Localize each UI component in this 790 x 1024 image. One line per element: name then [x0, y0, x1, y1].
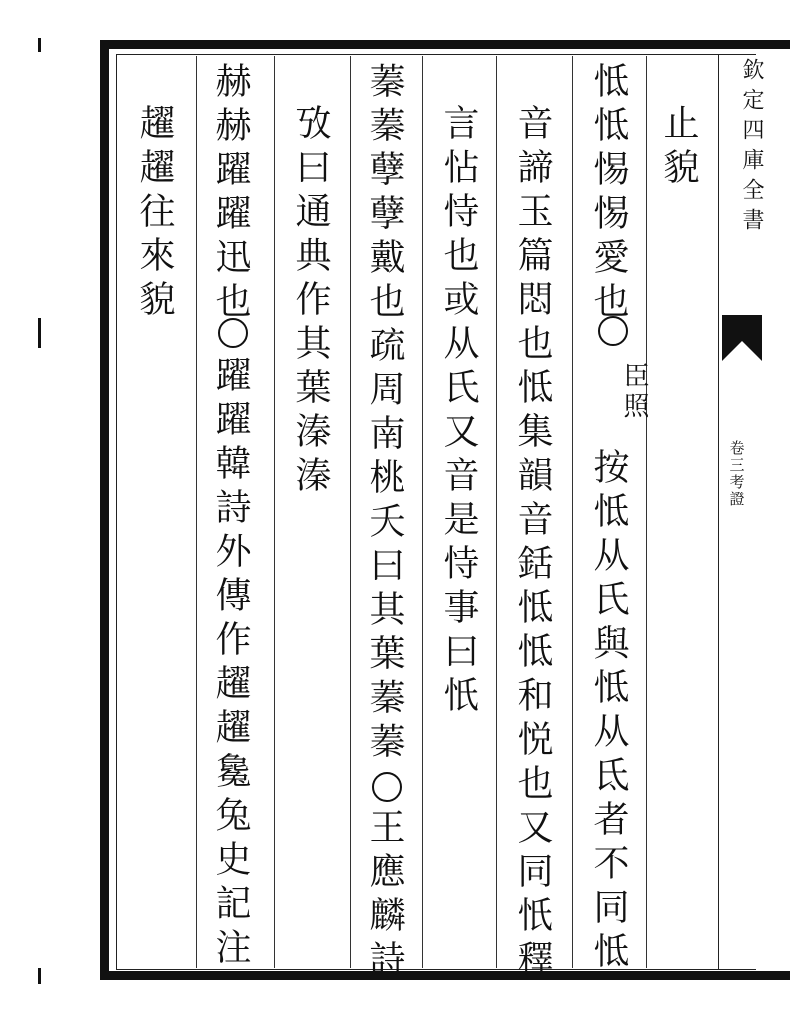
- column-rule: [422, 56, 423, 968]
- text-column-7b: 躍躍韓詩外傳作趯趯毚兔史記注: [210, 356, 251, 972]
- header-divider: [718, 54, 719, 970]
- circle-mark: [218, 316, 248, 354]
- text-column-4: 言怗恃也或从氏又音是恃事曰忯: [438, 104, 479, 720]
- circle-mark: [372, 770, 402, 808]
- text-column-5b: 王應麟詩: [364, 808, 405, 984]
- scan-mark: [38, 968, 41, 984]
- text-column-3: 音諦玉篇悶也怟集韻音銛怟怟和悦也又同忯釋: [512, 104, 553, 984]
- text-column-1: 止貌: [658, 104, 699, 192]
- column-rule: [572, 56, 573, 968]
- column-rule: [496, 56, 497, 968]
- text-column-8: 趯趯往來貌: [134, 104, 175, 324]
- minister-note: 臣照: [619, 362, 649, 422]
- scan-mark: [38, 38, 41, 52]
- text-column-5a: 蓁蓁孽孽戴也疏周南桃夭曰其葉蓁蓁: [364, 62, 405, 766]
- column-rule: [350, 56, 351, 968]
- text-column-6: 攷曰通典作其葉溱溱: [290, 104, 331, 500]
- book-title: 欽定四庫全書: [739, 58, 764, 238]
- column-rule: [646, 56, 647, 968]
- text-column-2b: 按怟从氏與怟从氐者不同怟: [588, 448, 629, 976]
- juan-label: 卷三考證: [727, 440, 746, 508]
- circle-mark: [598, 314, 628, 352]
- text-column-7a: 赫赫躍躍迅也: [210, 62, 251, 326]
- text-column-2a: 怟怟惕惕愛也: [588, 62, 629, 326]
- fishtail-mark: [722, 315, 762, 361]
- column-rule: [196, 56, 197, 968]
- scan-mark: [38, 318, 41, 348]
- column-rule: [274, 56, 275, 968]
